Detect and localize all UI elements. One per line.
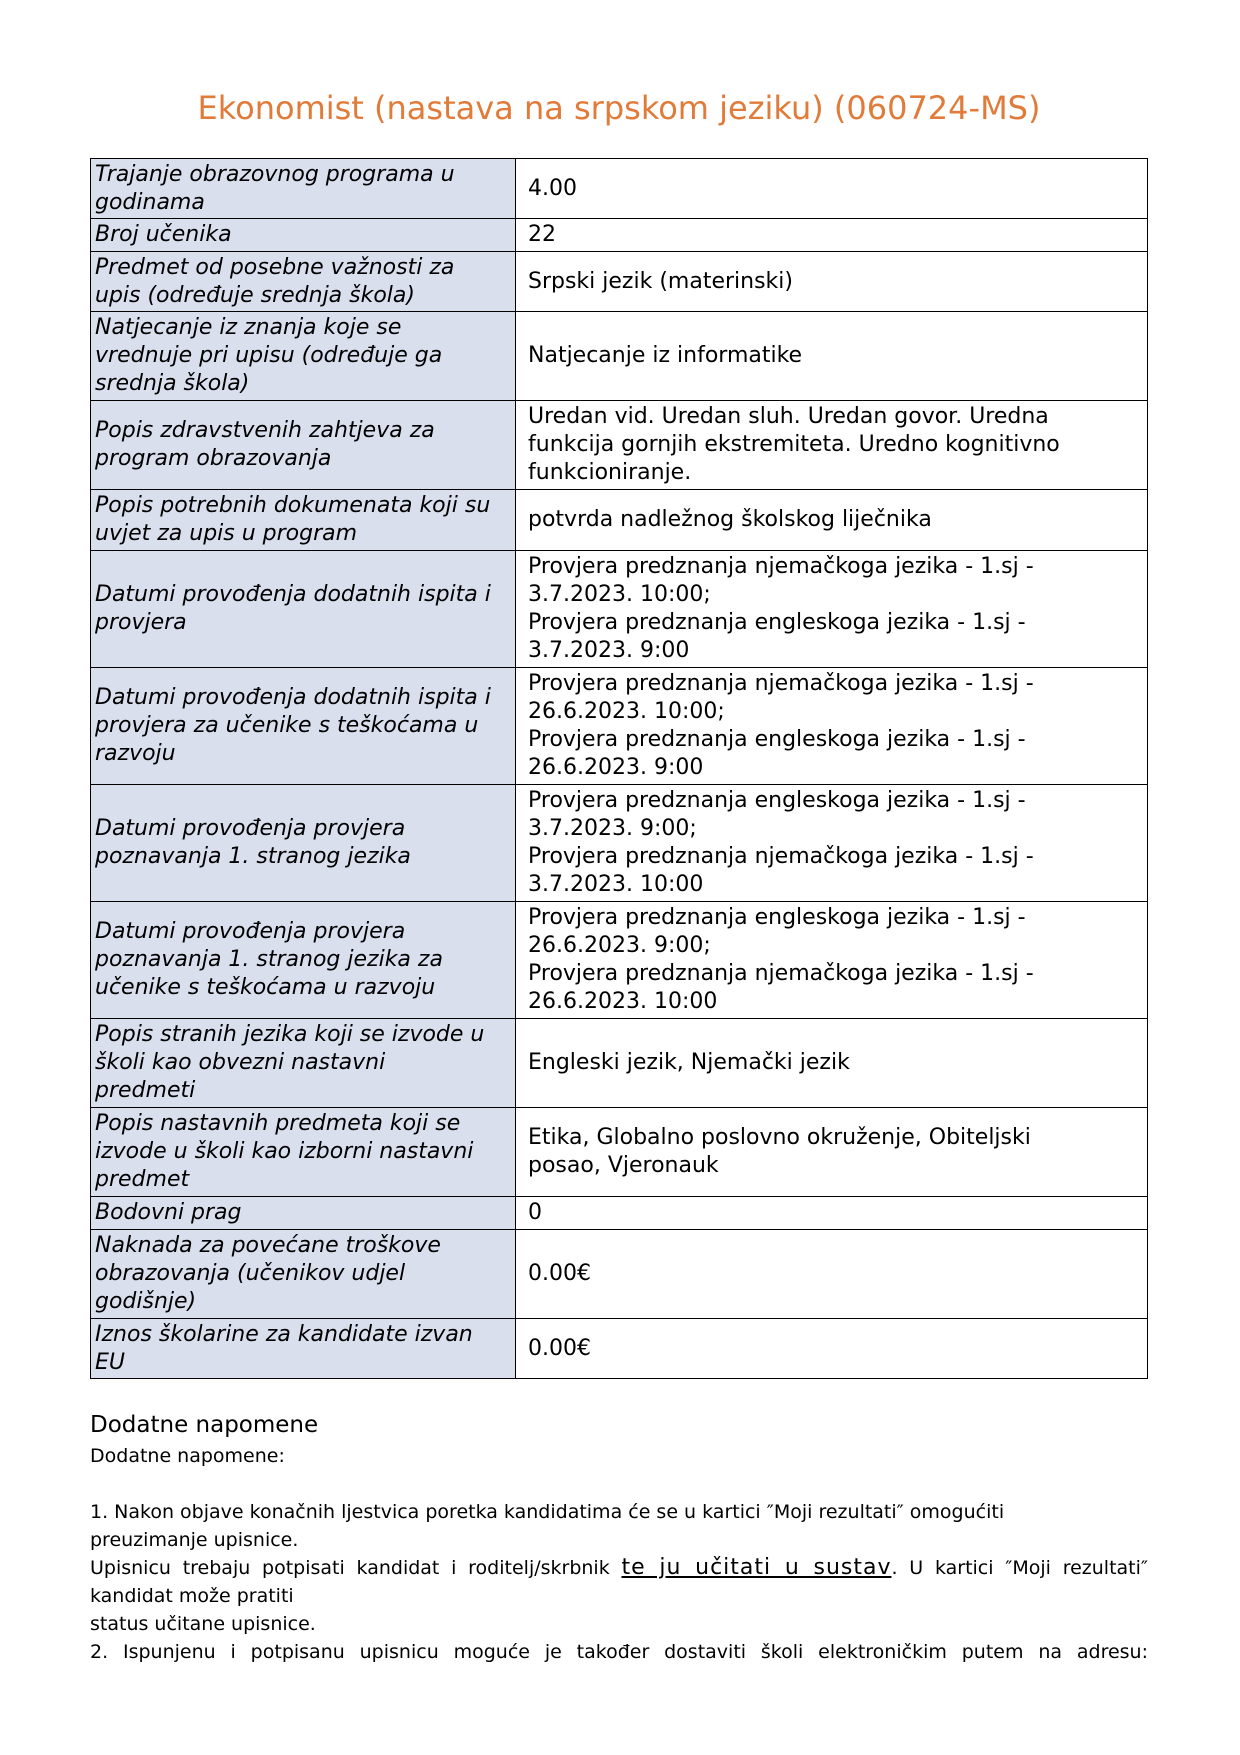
- row-label: Popis zdravstvenih zahtjeva za program obrazovanja: [91, 401, 516, 490]
- row-label: Naknada za povećane troškove obrazovanja (učenikov udjel godišnje): [91, 1230, 516, 1319]
- row-value: Natjecanje iz informatike: [516, 312, 1148, 401]
- row-value: 0: [516, 1197, 1148, 1230]
- table-row: [91, 1108, 1148, 1197]
- row-value: Provjera predznanja njemačkoga jezika - 1.sj - 26.6.2023. 10:00; Provjera predznanja engleskoga jezika - 1.sj - 26.6.2023. 9:00: [516, 668, 1148, 785]
- row-value: Etika, Globalno poslovno okruženje, Obiteljski posao, Vjeronauk: [516, 1108, 1148, 1197]
- upload-link[interactable]: te ju učitati u sustav: [621, 1555, 892, 1580]
- program-info-table: [90, 158, 1148, 1379]
- table-row: [91, 785, 1148, 902]
- table-row: [91, 490, 1148, 551]
- row-label: Popis stranih jezika koji se izvode u školi kao obvezni nastavni predmeti: [91, 1019, 516, 1108]
- row-label: Datumi provođenja dodatnih ispita i provjera: [91, 551, 516, 668]
- table-row: [91, 668, 1148, 785]
- notes-intro: Dodatne napomene:: [90, 1445, 285, 1467]
- notes-item-1-line-2: preuzimanje upisnice.: [90, 1529, 299, 1551]
- row-label: Datumi provođenja dodatnih ispita i provjera za učenike s teškoćama u razvoju: [91, 668, 516, 785]
- row-value: Srpski jezik (materinski): [516, 252, 1148, 312]
- table-row: [91, 401, 1148, 490]
- table-row: [91, 159, 1148, 219]
- notes-item-1-line-3: [90, 1554, 1148, 1582]
- table-row: [91, 1319, 1148, 1379]
- table-row: [91, 219, 1148, 252]
- row-value: 4.00: [516, 159, 1148, 219]
- row-label: Iznos školarine za kandidate izvan EU: [91, 1319, 516, 1379]
- row-value: 22: [516, 219, 1148, 252]
- row-value: potvrda nadležnog školskog liječnika: [516, 490, 1148, 551]
- row-label: Broj učenika: [91, 219, 516, 252]
- notes-body: [90, 1442, 1148, 1666]
- row-value: 0.00€: [516, 1230, 1148, 1319]
- table-row: [91, 1019, 1148, 1108]
- row-label: Datumi provođenja provjera poznavanja 1. stranog jezika za učenike s teškoćama u razvoju: [91, 902, 516, 1019]
- notes-heading: Dodatne napomene: [90, 1412, 319, 1438]
- table-row: [91, 551, 1148, 668]
- table-row: [91, 312, 1148, 401]
- row-value: 0.00€: [516, 1319, 1148, 1379]
- notes-item-2-line-1: 2. Ispunjenu i potpisanu upisnicu moguće je također dostaviti školi elektroničkim putem na adresu:: [90, 1641, 1148, 1663]
- notes-item-1-line-4: kandidat može pratiti: [90, 1585, 294, 1607]
- table-row: [91, 252, 1148, 312]
- row-label: Trajanje obrazovnog programa u godinama: [91, 159, 516, 219]
- notes-text: . U kartici ″Moji rezultati″: [891, 1557, 1149, 1579]
- row-value: Provjera predznanja engleskoga jezika - 1.sj - 26.6.2023. 9:00; Provjera predznanja njemačkoga jezika - 1.sj - 26.6.2023. 10:00: [516, 902, 1148, 1019]
- table-row: [91, 1197, 1148, 1230]
- row-label: Bodovni prag: [91, 1197, 516, 1230]
- row-value: Provjera predznanja njemačkoga jezika - 1.sj - 3.7.2023. 10:00; Provjera predznanja engleskoga jezika - 1.sj - 3.7.2023. 9:00: [516, 551, 1148, 668]
- row-value: Uredan vid. Uredan sluh. Uredan govor. Uredna funkcija gornjih ekstremiteta. Uredno kognitivno funkcioniranje.: [516, 401, 1148, 490]
- row-label: Popis potrebnih dokumenata koji su uvjet za upis u program: [91, 490, 516, 551]
- row-label: Natjecanje iz znanja koje se vrednuje pri upisu (određuje ga srednja škola): [91, 312, 516, 401]
- row-label: Datumi provođenja provjera poznavanja 1. stranog jezika: [91, 785, 516, 902]
- table-row: [91, 1230, 1148, 1319]
- row-label: Popis nastavnih predmeta koji se izvode u školi kao izborni nastavni predmet: [91, 1108, 516, 1197]
- row-value: Engleski jezik, Njemački jezik: [516, 1019, 1148, 1108]
- table-row: [91, 902, 1148, 1019]
- page-title: Ekonomist (nastava na srpskom jeziku) (060724-MS): [197, 89, 1041, 127]
- row-label: Predmet od posebne važnosti za upis (određuje srednja škola): [91, 252, 516, 312]
- row-value: Provjera predznanja engleskoga jezika - 1.sj - 3.7.2023. 9:00; Provjera predznanja njemačkoga jezika - 1.sj - 3.7.2023. 10:00: [516, 785, 1148, 902]
- notes-item-1-line-1: 1. Nakon objave konačnih ljestvica poretka kandidatima će se u kartici ″Moji rezultati″ omogućiti: [90, 1501, 1005, 1523]
- notes-text: Upisnicu trebaju potpisati kandidat i roditelj/skrbnik: [90, 1557, 610, 1579]
- notes-item-1-line-5: status učitane upisnice.: [90, 1613, 316, 1635]
